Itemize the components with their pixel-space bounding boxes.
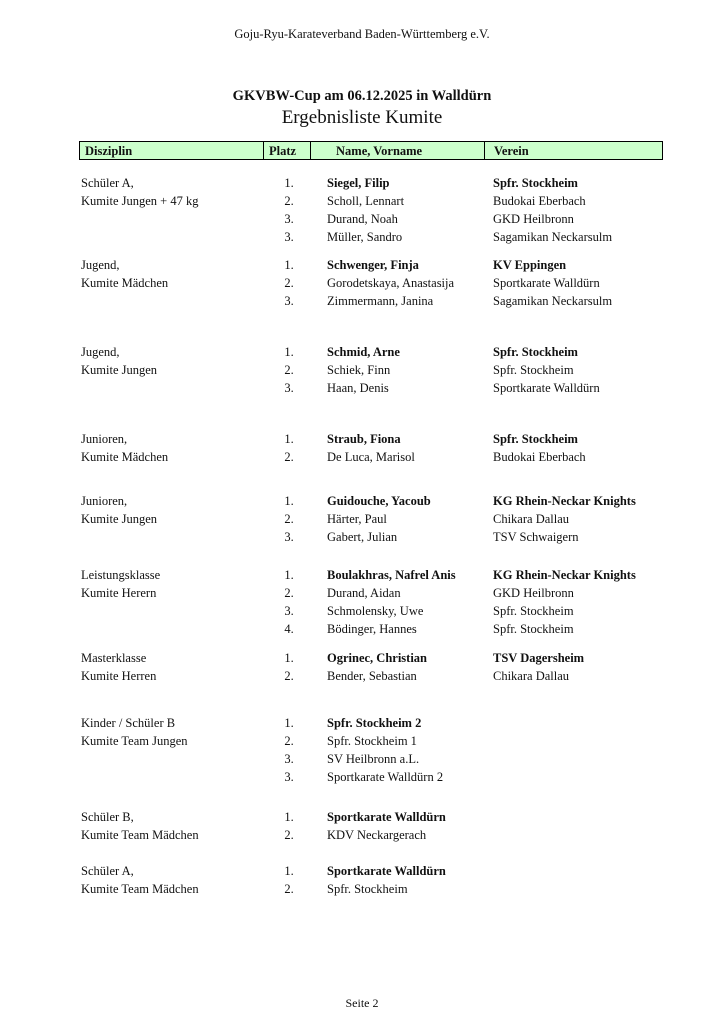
place: 2.	[284, 734, 294, 748]
document-subtitle: Ergebnisliste Kumite	[281, 107, 443, 128]
table-row	[0, 176, 724, 194]
place: 3.	[284, 230, 294, 244]
place: 3.	[284, 294, 294, 308]
place: 1.	[284, 494, 294, 508]
discipline-label: Kinder / Schüler B	[81, 716, 176, 730]
discipline-label: Kumite Mädchen	[81, 276, 169, 290]
table-row	[0, 363, 724, 381]
discipline-label: Kumite Jungen	[81, 512, 158, 526]
club-name: Spfr. Stockheim	[493, 176, 578, 190]
table-row	[0, 381, 724, 399]
club-name: GKD Heilbronn	[493, 212, 574, 226]
table-row	[0, 212, 724, 230]
club-name: Sportkarate Walldürn	[493, 276, 600, 290]
competitor-name: Spfr. Stockheim	[327, 882, 408, 896]
competitor-name: Bödinger, Hannes	[327, 622, 417, 636]
page-number: Seite 2	[345, 996, 379, 1010]
table-row	[0, 586, 724, 604]
competitor-name: Guidouche, Yacoub	[327, 494, 431, 508]
place: 1.	[284, 651, 294, 665]
discipline-label: Kumite Team Jungen	[81, 734, 188, 748]
table-row	[0, 258, 724, 276]
competitor-name: Scholl, Lennart	[327, 194, 405, 208]
competitor-name: Spfr. Stockheim 2	[327, 716, 422, 730]
discipline-label: Kumite Herren	[81, 669, 157, 683]
table-row	[0, 828, 724, 846]
competitor-name: Bender, Sebastian	[327, 669, 417, 683]
club-name: KG Rhein-Neckar Knights	[493, 568, 636, 582]
table-row	[0, 604, 724, 622]
place: 2.	[284, 450, 294, 464]
place: 3.	[284, 212, 294, 226]
competitor-name: Siegel, Filip	[327, 176, 390, 190]
place: 3.	[284, 604, 294, 618]
discipline-label: Kumite Mädchen	[81, 450, 169, 464]
place: 3.	[284, 530, 294, 544]
competitor-name: Sportkarate Walldürn	[327, 810, 446, 824]
place: 3.	[284, 381, 294, 395]
table-row	[0, 450, 724, 468]
discipline-label: Schüler A,	[81, 176, 134, 190]
discipline-label: Masterklasse	[81, 651, 147, 665]
table-row	[0, 770, 724, 788]
club-name: Budokai Eberbach	[493, 194, 586, 208]
table-row	[0, 194, 724, 212]
competitor-name: Haan, Denis	[327, 381, 389, 395]
club-name: Spfr. Stockheim	[493, 432, 578, 446]
table-row	[0, 432, 724, 450]
discipline-label: Junioren,	[81, 494, 128, 508]
club-name: Sagamikan Neckarsulm	[493, 230, 613, 244]
table-row	[0, 294, 724, 312]
competitor-name: Durand, Noah	[327, 212, 398, 226]
club-name: Spfr. Stockheim	[493, 622, 574, 636]
table-row	[0, 276, 724, 294]
discipline-label: Junioren,	[81, 432, 128, 446]
competitor-name: Boulakhras, Nafrel Anis	[327, 568, 456, 582]
discipline-label: Kumite Team Mädchen	[81, 828, 199, 842]
table-row	[0, 530, 724, 548]
discipline-label: Leistungsklasse	[81, 568, 161, 582]
place: 1.	[284, 716, 294, 730]
place: 1.	[284, 864, 294, 878]
table-row	[0, 752, 724, 770]
table-row	[0, 734, 724, 752]
header-divider	[484, 142, 485, 159]
table-row	[0, 568, 724, 586]
discipline-label: Schüler B,	[81, 810, 134, 824]
discipline-label: Schüler A,	[81, 864, 134, 878]
competitor-name: Sportkarate Walldürn 2	[327, 770, 444, 784]
discipline-label: Jugend,	[81, 258, 120, 272]
place: 2.	[284, 194, 294, 208]
place: 2.	[284, 512, 294, 526]
place: 1.	[284, 568, 294, 582]
club-name: GKD Heilbronn	[493, 586, 574, 600]
table-row	[0, 669, 724, 687]
place: 1.	[284, 432, 294, 446]
competitor-name: Härter, Paul	[327, 512, 387, 526]
place: 2.	[284, 669, 294, 683]
header-divider	[263, 142, 264, 159]
competitor-name: Zimmermann, Janina	[327, 294, 434, 308]
header-name: Name, Vorname	[336, 144, 423, 158]
place: 3.	[284, 752, 294, 766]
table-row	[0, 622, 724, 640]
competitor-name: Gorodetskaya, Anastasija	[327, 276, 455, 290]
competitor-name: De Luca, Marisol	[327, 450, 415, 464]
table-row	[0, 512, 724, 530]
place: 1.	[284, 176, 294, 190]
place: 2.	[284, 828, 294, 842]
discipline-label: Jugend,	[81, 345, 120, 359]
club-name: Sagamikan Neckarsulm	[493, 294, 613, 308]
discipline-label: Kumite Team Mädchen	[81, 882, 199, 896]
header-verein: Verein	[494, 144, 529, 158]
competitor-name: Straub, Fiona	[327, 432, 401, 446]
header-divider	[310, 142, 311, 159]
competitor-name: KDV Neckargerach	[327, 828, 427, 842]
table-row	[0, 494, 724, 512]
document-title: GKVBW-Cup am 06.12.2025 in Walldürn	[232, 88, 492, 104]
place: 2.	[284, 882, 294, 896]
competitor-name: Schiek, Finn	[327, 363, 391, 377]
place: 4.	[284, 622, 294, 636]
place: 1.	[284, 258, 294, 272]
place: 2.	[284, 586, 294, 600]
table-row	[0, 651, 724, 669]
discipline-label: Kumite Herern	[81, 586, 157, 600]
competitor-name: Durand, Aidan	[327, 586, 401, 600]
table-row	[0, 716, 724, 734]
club-name: KG Rhein-Neckar Knights	[493, 494, 636, 508]
competitor-name: Gabert, Julian	[327, 530, 398, 544]
competitor-name: Spfr. Stockheim 1	[327, 734, 417, 748]
discipline-label: Kumite Jungen	[81, 363, 158, 377]
club-name: Sportkarate Walldürn	[493, 381, 600, 395]
club-name: Spfr. Stockheim	[493, 363, 574, 377]
competitor-name: Schmid, Arne	[327, 345, 400, 359]
discipline-label: Kumite Jungen + 47 kg	[81, 194, 199, 208]
club-name: Chikara Dallau	[493, 512, 570, 526]
table-row	[0, 230, 724, 248]
club-name: TSV Dagersheim	[493, 651, 585, 665]
table-row	[0, 345, 724, 363]
competitor-name: Müller, Sandro	[327, 230, 403, 244]
competitor-name: Ogrinec, Christian	[327, 651, 427, 665]
club-name: TSV Schwaigern	[493, 530, 579, 544]
place: 1.	[284, 345, 294, 359]
table-row	[0, 810, 724, 828]
competitor-name: Schmolensky, Uwe	[327, 604, 424, 618]
place: 3.	[284, 770, 294, 784]
table-row	[0, 882, 724, 900]
competitor-name: Sportkarate Walldürn	[327, 864, 446, 878]
club-name: KV Eppingen	[493, 258, 567, 272]
club-name: Budokai Eberbach	[493, 450, 586, 464]
header-disziplin: Disziplin	[85, 144, 133, 158]
place: 1.	[284, 810, 294, 824]
place: 2.	[284, 276, 294, 290]
club-name: Spfr. Stockheim	[493, 345, 578, 359]
organization-name: Goju-Ryu-Karateverband Baden-Württemberg e.V.	[234, 27, 490, 41]
club-name: Spfr. Stockheim	[493, 604, 574, 618]
table-row	[0, 864, 724, 882]
place: 2.	[284, 363, 294, 377]
table-header	[79, 141, 663, 160]
competitor-name: SV Heilbronn a.L.	[327, 752, 420, 766]
header-platz: Platz	[269, 144, 297, 158]
club-name: Chikara Dallau	[493, 669, 570, 683]
competitor-name: Schwenger, Finja	[327, 258, 419, 272]
